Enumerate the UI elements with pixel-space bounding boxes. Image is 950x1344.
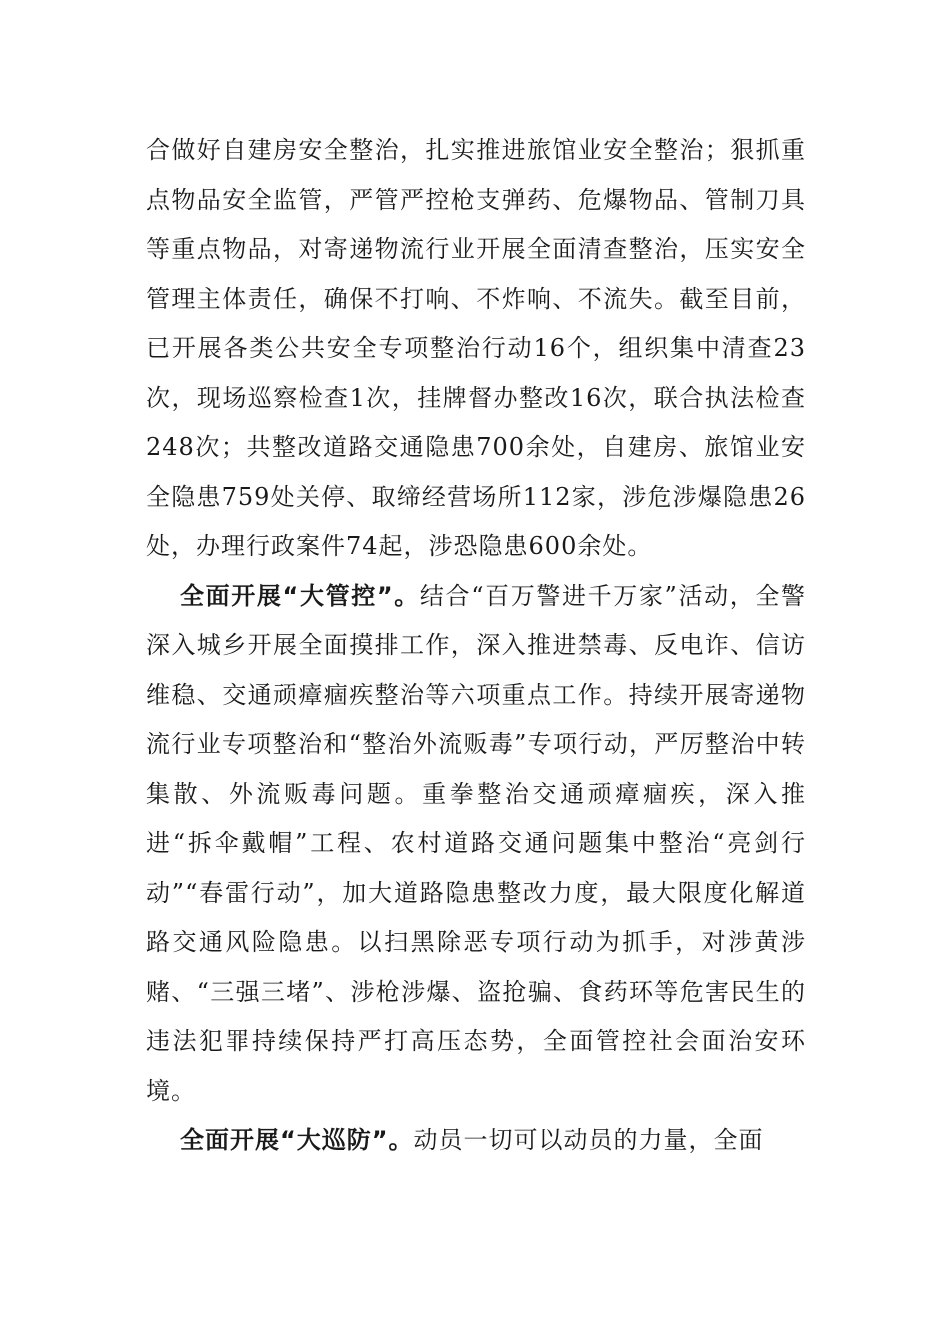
paragraph-3: [146, 1116, 806, 1166]
paragraph-2: [146, 572, 806, 1117]
paragraph-3-text: 动员一切可以动员的力量，全面: [413, 1126, 764, 1154]
paragraph-1-text: 合做好自建房安全整治，扎实推进旅馆业安全整治；狠抓重点物品安全监管，严管严控枪支弹药、危爆物品、管制刀具等重点物品，对寄递物流行业开展全面清查整治，压实安全管理主体责任，确保不打响、不炸响、不流失。截至目前，已开展各类公共安全专项整治行动16个，组织集中清查23次，现场巡察检查1次，挂牌督办整改16次，联合执法检查248次；共整改道路交通隐患700余处，自建房、旅馆业安全隐患759处关停、取缔经营场所112家，涉危涉爆隐患26处，办理行政案件74起，涉恐隐患600余处。: [146, 136, 806, 560]
paragraph-2-text: 结合“百万警进千万家”活动，全警深入城乡开展全面摸排工作，深入推进禁毒、反电诈、信访维稳、交通顽瘴痼疾整治等六项重点工作。持续开展寄递物流行业专项整治和“整治外流贩毒”专项行动，严厉整治中转集散、外流贩毒问题。重拳整治交通顽瘴痼疾，深入推进“拆伞戴帽”工程、农村道路交通问题集中整治“亮剑行动”“春雷行动”，加大道路隐患整改力度，最大限度化解道路交通风险隐患。以扫黑除恶专项行动为抓手，对涉黄涉赌、“三强三堵”、涉枪涉爆、盗抢骗、食药环等危害民生的违法犯罪持续保持严打高压态势，全面管控社会面治安环境。: [146, 581, 807, 1105]
paragraph-3-heading: 全面开展“大巡防”。: [180, 1126, 414, 1154]
paragraph-2-heading: 全面开展“大管控”。: [180, 581, 420, 610]
document-page: [146, 126, 806, 1166]
paragraph-1: [146, 126, 806, 572]
